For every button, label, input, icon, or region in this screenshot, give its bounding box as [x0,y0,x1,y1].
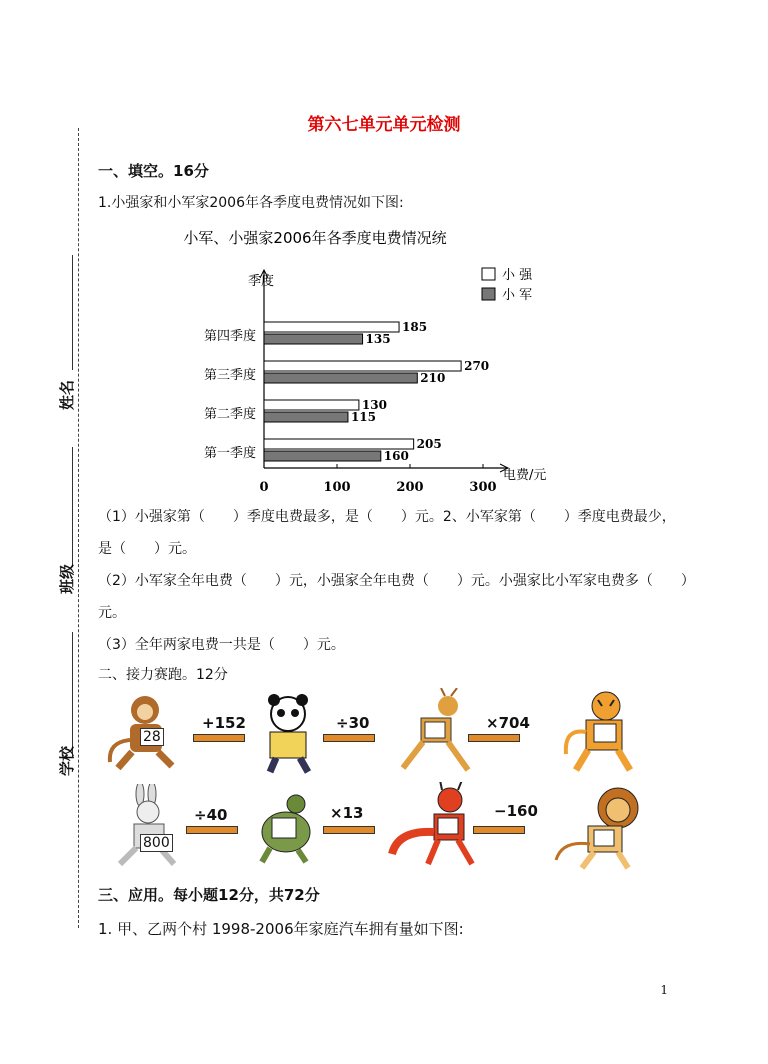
op-6: −160 [494,802,538,820]
rabbit-runner [108,784,198,868]
school-underline [72,632,73,757]
bar-value-label: 115 [350,410,377,424]
q1-sub2-line1: （2）小军家全年电费（ ）元，小强家全年电费（ ）元。小强家比小军家电费多（ ） [98,573,695,589]
legend-swatch [482,288,495,300]
category-label: 第二季度 [203,407,256,422]
bar [264,373,417,383]
lion-icon [548,784,658,870]
bar [264,451,381,461]
section2-heading: 二、接力赛跑。12分 [98,667,228,683]
op-2: ÷30 [336,714,370,732]
chart-ylabel: 季度 [248,274,275,289]
page-title: 第六七单元单元检测 [307,115,461,135]
turtle-icon [248,792,328,866]
panda-runner [248,694,328,774]
baton-4 [186,826,238,834]
legend-label: 小 强 [502,268,533,283]
baton-6 [473,826,525,834]
tiger-icon [558,688,648,776]
q1-sub1-line2: 是（ ）元。 [98,541,196,557]
bar-value-label: 210 [420,371,446,385]
bar [264,361,461,371]
relay-row-2 [98,782,678,872]
page-number: 1 [660,983,668,997]
op-4: ÷40 [194,806,228,824]
chart-xlabel: 电费/元 [503,468,547,483]
rabbit-icon [108,784,198,868]
side-label-name: 姓名 [58,379,76,410]
bar-chart [180,222,580,497]
x-tick-label: 200 [396,480,424,495]
panda-icon [248,694,328,774]
bar [264,334,363,344]
x-tick-label: 100 [323,480,351,495]
legend-swatch [482,268,495,280]
side-label-school: 学校 [58,745,76,776]
category-label: 第三季度 [203,368,256,383]
section1-heading: 一、填空。16分 [98,162,209,180]
op-5: ×13 [330,804,364,822]
bar-value-label: 130 [361,398,387,412]
x-tick-label: 300 [469,480,497,495]
q1-intro: 1.小强家和小军家2006年各季度电费情况如下图: [98,195,404,211]
relay-row-1 [98,688,678,778]
baton-1 [193,734,245,742]
op-3: ×704 [486,714,530,732]
bar [264,439,414,449]
legend-label: 小 军 [502,288,533,303]
category-label: 第四季度 [203,329,256,344]
deer-icon [393,688,483,776]
bar [264,400,359,410]
deer-runner [393,688,483,776]
q1-sub3: （3）全年两家电费一共是（ ）元。 [98,637,345,653]
section3-heading: 三、应用。每小题12分，共72分 [98,886,320,904]
bar-value-label: 185 [402,320,428,334]
binding-dashed-line [78,128,79,928]
name-underline [72,255,73,370]
tiger-runner [558,688,648,776]
x-tick-label: 0 [259,480,269,495]
bar-value-label: 135 [365,332,391,346]
baton-3 [468,734,520,742]
monkey-start-number: 28 [140,728,164,746]
op-1: +152 [202,714,246,732]
lion-runner [548,784,658,870]
baton-5 [323,826,375,834]
bar [264,412,348,422]
side-label-class: 班级 [58,563,76,594]
chart-title: 小军、小强家2006年各季度电费情况统 [183,229,447,247]
bar [264,322,399,332]
q1-sub1-line1: （1）小强家第（ ）季度电费最多，是（ ）元。2、小军家第（ ）季度电费最少， [98,509,676,525]
q1-sub2-line2: 元。 [98,605,126,621]
baton-2 [323,734,375,742]
bar-value-label: 270 [464,359,490,373]
class-underline [72,447,73,567]
category-label: 第一季度 [203,446,256,461]
monkey-runner [100,692,195,772]
rabbit-start-number: 800 [140,834,173,852]
bar-value-label: 160 [383,449,409,463]
section3-q1: 1. 甲、乙两个村 1998-2006年家庭汽车拥有量如下图: [98,920,464,938]
bar-value-label: 205 [416,437,442,451]
turtle-runner [248,792,328,866]
